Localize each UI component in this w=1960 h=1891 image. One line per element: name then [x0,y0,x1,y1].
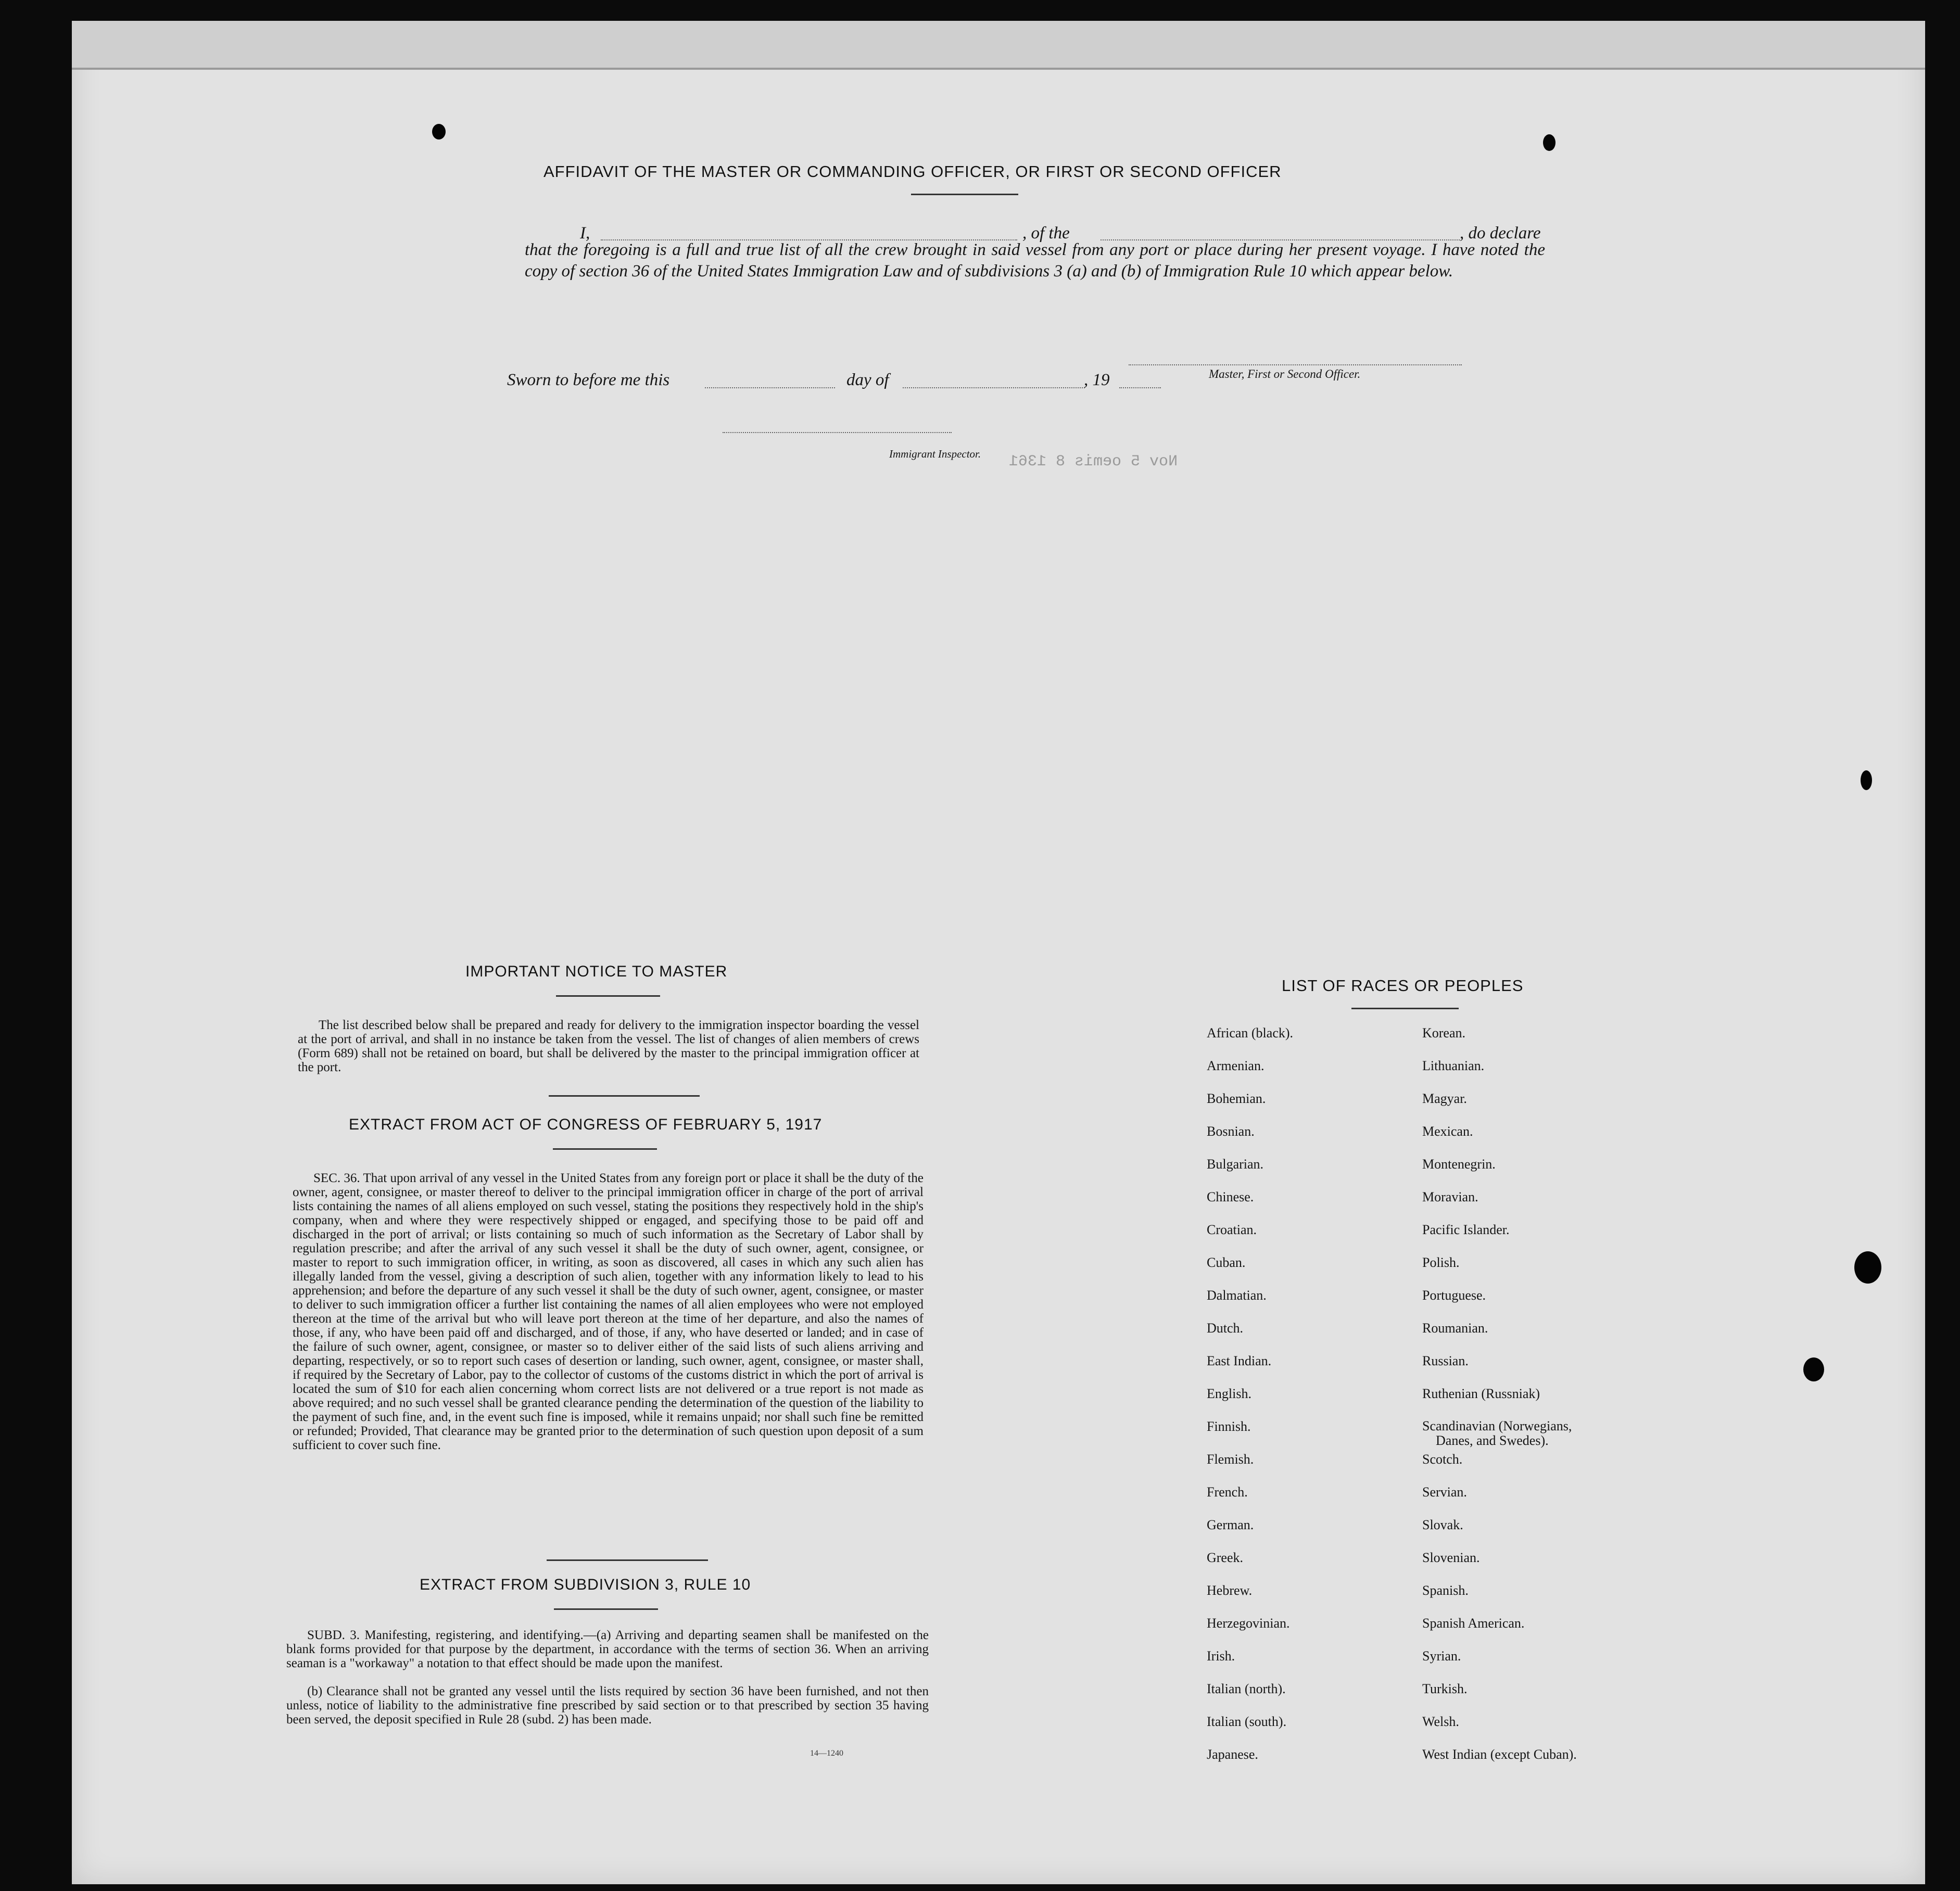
races-column-1 [1207,1025,1293,1780]
race-item: Spanish American. [1422,1616,1525,1631]
race-item: Chinese. [1207,1189,1254,1204]
act-title-rule [553,1148,657,1150]
race-item [1422,1419,1577,1452]
act-divider [547,1559,708,1561]
race-item: African (black). [1207,1025,1294,1040]
affidavit-declare: , do declare [1460,224,1541,243]
race-item: Cuban. [1207,1255,1246,1270]
affidavit-title-rule [911,194,1018,195]
race-item: Turkish. [1422,1681,1468,1696]
race-item: Magyar. [1422,1091,1467,1106]
rule-text-b: (b) Clearance shall not be granted any vessel until the lists required by section 36 have been furnished, and not then unless, notice of liability to the administrative fine prescribed by said section or to that prescribed by section 35 having been served, the deposit specified in Rule 28 (subd. 2) has been made. [286,1684,929,1727]
race-item: Ruthenian (Russniak) [1422,1386,1540,1401]
sworn-day-fill [705,387,835,388]
act-title: EXTRACT FROM ACT OF CONGRESS OF FEBRUARY 5, 1917 [349,1116,823,1133]
race-item: Armenian. [1207,1058,1264,1073]
sworn-month-fill [903,387,1085,388]
race-item: Scotch. [1422,1452,1463,1467]
punch-hole [432,124,446,139]
race-item: Pacific Islander. [1422,1222,1510,1237]
race-item: Mexican. [1422,1124,1473,1139]
race-item: Hebrew. [1207,1583,1253,1598]
race-item: Polish. [1422,1255,1460,1270]
race-item: Italian (north). [1207,1681,1286,1696]
affidavit-i: I, [580,224,590,243]
race-item: Slovenian. [1422,1550,1480,1565]
races-title: LIST OF RACES OR PEOPLES [1282,976,1524,995]
sworn-text: Sworn to before me this [507,371,670,389]
race-item: Dutch. [1207,1321,1244,1336]
race-item: Welsh. [1422,1714,1459,1729]
race-item: East Indian. [1207,1353,1272,1368]
race-item: Syrian. [1422,1648,1461,1664]
punch-hole [1861,770,1872,790]
race-item: Italian (south). [1207,1714,1287,1729]
affidavit-of-the: , of the [1022,224,1070,243]
master-signature-line [1129,364,1462,365]
race-item: Spanish. [1422,1583,1469,1598]
rule-title-rule [554,1608,658,1610]
race-item: French. [1207,1484,1248,1500]
race-item: Finnish. [1207,1419,1251,1434]
day-of-text: day of [846,371,889,389]
race-item: Lithuanian. [1422,1058,1485,1073]
race-item: West Indian (except Cuban). [1422,1747,1577,1762]
race-item: Moravian. [1422,1189,1478,1204]
race-item: German. [1207,1517,1254,1532]
punch-hole [1854,1251,1881,1284]
bleed-through-text: Nov 5 oemis 8 1361 [1009,453,1178,471]
race-item: Dalmatian. [1207,1288,1267,1303]
race-item: English. [1207,1386,1251,1401]
race-item: Bosnian. [1207,1124,1255,1139]
races-column-2 [1422,1025,1577,1780]
race-item: Bulgarian. [1207,1157,1264,1172]
race-item-continuation: Danes, and Swedes). [1436,1433,1549,1448]
affidavit-body: that the foregoing is a full and true list of all the crew brought in said vessel from any port or place during her present voyage. I have noted the copy of section 36 of the United States Immigration Law and of subdivisions 3 (a) and (b) of Immigration Rule 10 which appear below. [525,240,1545,281]
race-item: Herzegovinian. [1207,1616,1290,1631]
form-number: 14—1240 [810,1749,843,1758]
race-item: Portuguese. [1422,1288,1486,1303]
master-caption: Master, First or Second Officer. [1209,367,1361,380]
notice-title: IMPORTANT NOTICE TO MASTER [465,963,728,980]
sworn-year-fill [1119,387,1161,388]
affidavit-title: AFFIDAVIT OF THE MASTER OR COMMANDING OFFICER, OR FIRST OR SECOND OFFICER [543,162,1282,181]
inspector-caption: Immigrant Inspector. [889,448,981,460]
notice-divider [549,1095,700,1097]
document-sheet [72,21,1925,1884]
punch-hole [1543,134,1556,151]
race-item: Irish. [1207,1648,1235,1664]
race-item: Slovak. [1422,1517,1463,1532]
race-item: Croatian. [1207,1222,1257,1237]
punch-hole [1803,1357,1824,1381]
race-item: Flemish. [1207,1452,1254,1467]
act-text: SEC. 36. That upon arrival of any vessel in the United States from any foreign port or place it shall be the duty of the owner, agent, consignee, or master thereof to deliver to the principal immigration officer in charge of the port of arrival lists containing the names of all aliens employed on such vessel, stating the positions they respectively hold in the ship's company, when and where they were respectively shipped or engaged, and specifying those to be paid off and discharged in the port of arrival; or lists containing so much of such information as the Secretary of Labor shall by regulation prescribe; and after the arrival of any such vessel it shall be the duty of such owner, agent, consignee, or master to report to such immigration officer, in writing, as soon as discovered, all cases in which any such alien has illegally landed from the vessel, giving a description of such alien, together with any information likely to lead to his apprehension; and before the departure of any such vessel it shall be the duty of such owner, agent, consignee, or master to deliver to such immigration officer a further list containing the names of all alien employees who were not employed thereon at the time of the arrival but who will leave port thereon at the time of her departure, and also the names of those, if any, who have been paid off and discharged, and of those, if any, who have deserted or landed; and in case of the failure of such owner, agent, consignee, or master so to deliver either of the said lists of such aliens arriving and departing, respectively, or so to report such cases of desertion or landing, such owner, agent, consignee, or master shall, if required by the Secretary of Labor, pay to the collector of customs of the customs district in which the port of arrival is located the sum of $10 for each alien concerning whom correct lists are not delivered or a true report is not made as above required; and no such vessel shall be granted clearance pending the determination of the question of the liability to the payment of such fine, and, in the event such fine is imposed, while it remains unpaid; nor shall such fine be remitted or refunded; Provided, That clearance may be granted prior to the determination of such question upon deposit of a sum sufficient to cover such fine. [293,1171,924,1452]
race-item-text: Scandinavian (Norwegians, [1422,1418,1572,1433]
rule-title: EXTRACT FROM SUBDIVISION 3, RULE 10 [420,1576,751,1593]
notice-text: The list described below shall be prepared and ready for delivery to the immigration inspector boarding the vessel at the port of arrival, and shall in no instance be taken from the vessel. The list of changes of alien members of crews (Form 689) shall not be retained on board, but shall be delivered by the master to the principal immigration officer at the port. [298,1018,919,1074]
race-item: Montenegrin. [1422,1157,1496,1172]
race-item: Russian. [1422,1353,1469,1368]
race-item: Bohemian. [1207,1091,1266,1106]
races-title-rule [1351,1008,1459,1009]
inspector-signature-line [723,432,952,433]
rule-text-a: SUBD. 3. Manifesting, registering, and identifying.—(a) Arriving and departing seamen shall be manifested on the blank forms provided for that purpose by the department, in accordance with the terms of section 36. When an arriving seaman is a "workaway" a notation to that effect should be made upon the manifest. [286,1628,929,1670]
race-item: Servian. [1422,1484,1467,1500]
race-item: Roumanian. [1422,1321,1488,1336]
race-item: Korean. [1422,1025,1466,1040]
sworn-line [507,371,1184,391]
race-item: Greek. [1207,1550,1244,1565]
year-prefix: , 19 [1084,371,1110,389]
notice-title-rule [556,995,660,997]
race-item: Japanese. [1207,1747,1258,1762]
sheet-top-edge [72,21,1925,70]
